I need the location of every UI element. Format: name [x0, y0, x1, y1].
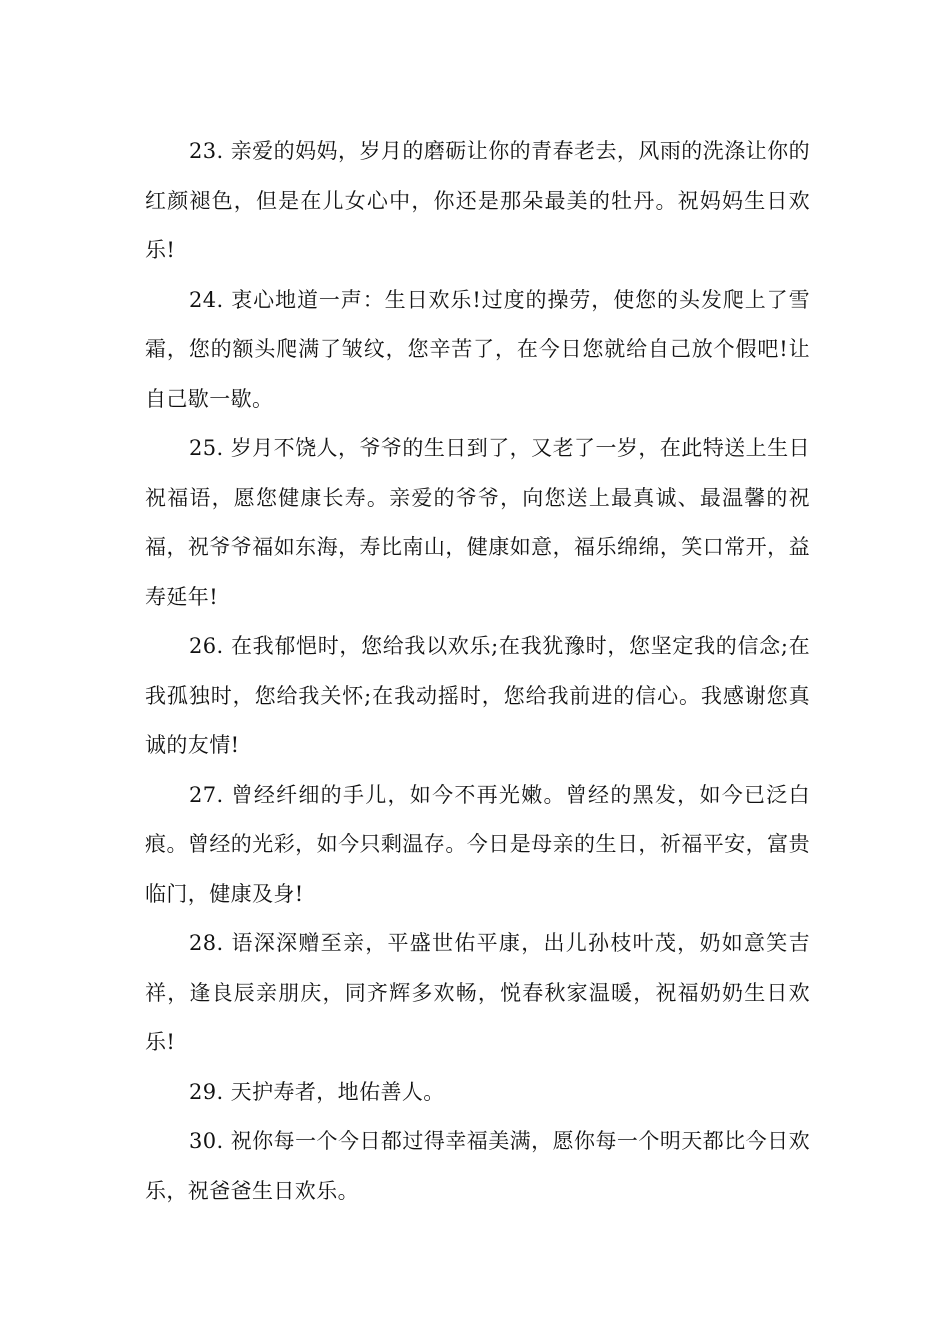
paragraph-28: 28. 语深深赠至亲，平盛世佑平康，出儿孙枝叶茂，奶如意笑吉祥，逢良辰亲朋庆，同齐辉多欢畅，悦春秋家温暖，祝福奶奶生日欢乐!: [145, 931, 810, 1054]
paragraph-27: 27. 曾经纤细的手儿，如今不再光嫩。曾经的黑发，如今已泛白痕。曾经的光彩，如今只剩温存。今日是母亲的生日，祈福平安，富贵临门，健康及身!: [145, 782, 810, 906]
document-body: [145, 127, 810, 1216]
paragraph-30: 30. 祝你每一个今日都过得幸福美满，愿你每一个明天都比今日欢乐，祝爸爸生日欢乐。: [145, 1129, 810, 1203]
paragraph-23: 23. 亲爱的妈妈，岁月的磨砺让你的青春老去，风雨的洗涤让你的红颜褪色，但是在儿女心中，你还是那朵最美的牡丹。祝妈妈生日欢乐!: [145, 139, 810, 262]
paragraph-29: 29. 天护寿者，地佑善人。: [189, 1079, 445, 1104]
paragraph-25: 25. 岁月不饶人，爷爷的生日到了，又老了一岁，在此特送上生日祝福语，愿您健康长寿。亲爱的爷爷，向您送上最真诚、最温馨的祝福，祝爷爷福如东海，寿比南山，健康如意，福乐绵绵，笑口常开，益寿延年!: [145, 436, 810, 609]
paragraph-26: 26. 在我郁悒时，您给我以欢乐;在我犹豫时，您坚定我的信念;在我孤独时，您给我关怀;在我动摇时，您给我前进的信心。我感谢您真诚的友情!: [145, 634, 810, 757]
paragraph-24: 24. 衷心地道一声：生日欢乐!过度的操劳，使您的头发爬上了雪霜，您的额头爬满了皱纹，您辛苦了，在今日您就给自己放个假吧!让自己歇一歇。: [145, 287, 810, 411]
